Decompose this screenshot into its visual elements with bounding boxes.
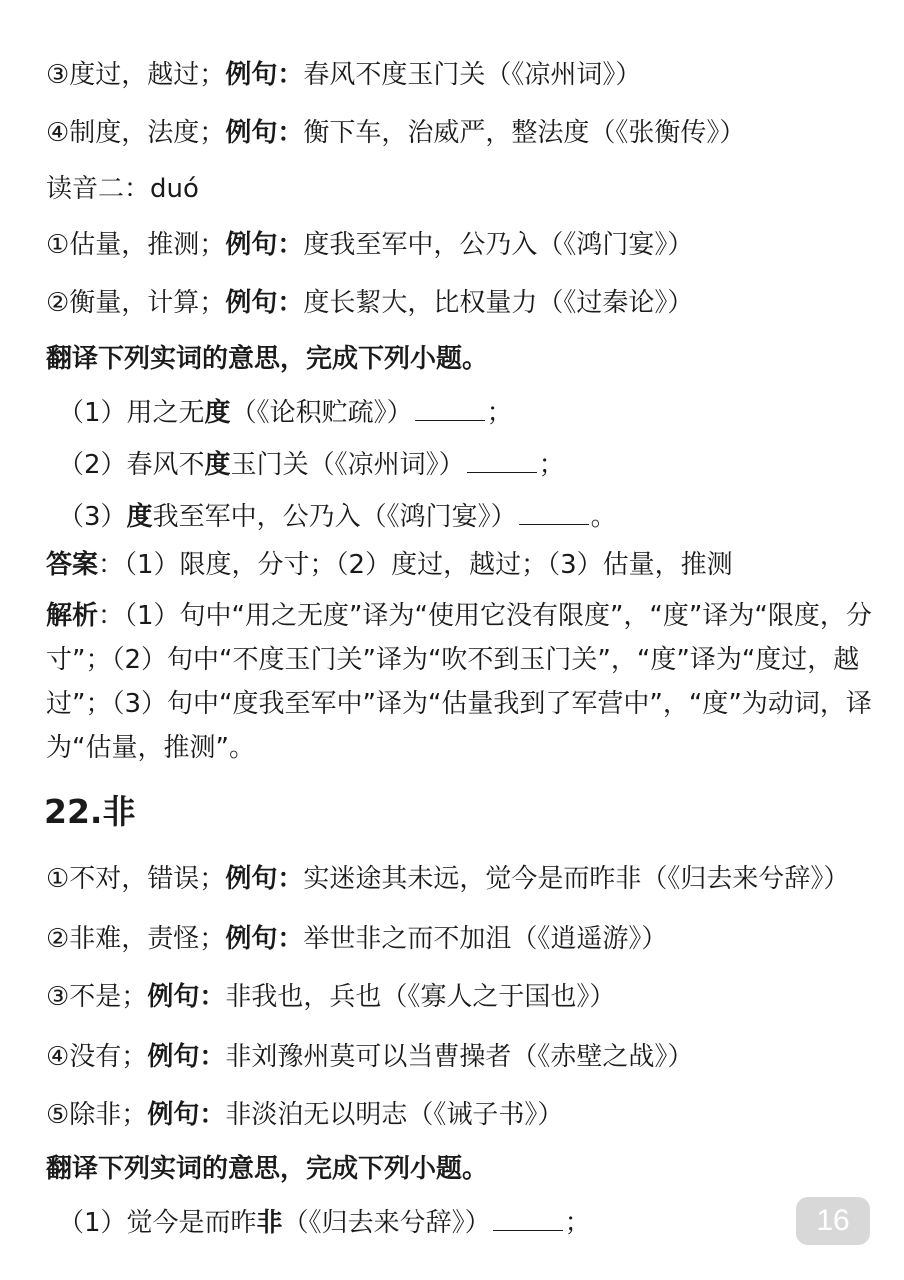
analysis-label: 解析 (46, 601, 99, 631)
sense-number: ②衡量，计算； (46, 288, 226, 318)
sense-b1 (46, 228, 896, 262)
sense-b2 (46, 286, 896, 320)
question-source: 玉门关（《凉州词》） (230, 450, 465, 480)
sense-2 (46, 922, 896, 956)
example-label: 例句： (225, 118, 304, 148)
question-end: ； (486, 398, 513, 428)
example-label: 例句： (225, 60, 304, 90)
sense-number: ①估量，推测； (46, 230, 226, 260)
sense-3 (46, 58, 896, 92)
example-label: 例句： (225, 288, 304, 318)
key-word: 度 (126, 502, 153, 532)
reading-two: 读音二：duó (46, 174, 199, 204)
analysis-text: ：（1）句中“用之无度”译为“使用它没有限度”，“度”译为“限度，分寸”；（2）句中“不度玉门关”译为“吹不到玉门关”，“度”译为“度过，越过”；（3）句中“度我至军中”译为“估量我到了军营中”，“度”为动词，译为“估量，推测”。 (46, 601, 872, 763)
answer-blank[interactable] (467, 446, 537, 473)
key-word: 度 (204, 450, 231, 480)
question-1 (58, 394, 904, 430)
question-prefix: （2）春风不 (58, 450, 205, 480)
example-label: 例句： (147, 982, 226, 1012)
example-text: 度我至军中，公乃入（《鸿门宴》） (303, 230, 694, 260)
analysis (46, 594, 876, 770)
question-prefix: （3） (58, 502, 127, 532)
sense-number: ③不是； (46, 982, 148, 1012)
example-text: 非刘豫州莫可以当曹操者（《赤壁之战》） (225, 1042, 694, 1072)
question-prefix: （1）觉今是而昨 (58, 1208, 257, 1238)
key-word: 非 (256, 1208, 283, 1238)
sense-4 (46, 1040, 896, 1074)
question-source: 我至军中，公乃入（《鸿门宴》） (152, 502, 517, 532)
sense-number: ④没有； (46, 1042, 148, 1072)
example-label: 例句： (225, 924, 304, 954)
question-end: ； (538, 450, 565, 480)
answer-blank[interactable] (493, 1204, 563, 1231)
answer-text: ：（1）限度，分寸；（2）度过，越过；（3）估量，推测 (98, 550, 733, 580)
sense-5 (46, 1098, 896, 1132)
exercise-title: 翻译下列实词的意思，完成下列小题。 (46, 1154, 489, 1184)
page-number-badge: 16 (796, 1197, 870, 1245)
question-2 (58, 446, 904, 482)
sense-number: ②非难，责怪； (46, 924, 226, 954)
example-label: 例句： (147, 1042, 226, 1072)
example-text: 春风不度玉门关（《凉州词》） (303, 60, 642, 90)
sense-number: ⑤除非； (46, 1100, 148, 1130)
key-word: 度 (204, 398, 231, 428)
section-heading: 22.非 (44, 792, 136, 831)
example-label: 例句： (225, 230, 304, 260)
example-label: 例句： (225, 864, 304, 894)
question-1 (58, 1204, 904, 1240)
example-text: 非淡泊无以明志（《诫子书》） (225, 1100, 564, 1130)
answer (46, 548, 896, 582)
sense-number: ①不对，错误； (46, 864, 226, 894)
question-source: （《论积贮疏》） (230, 398, 413, 428)
question-source: （《归去来兮辞》） (282, 1208, 491, 1238)
question-end: 。 (590, 502, 617, 532)
example-text: 实迷途其未远，觉今是而昨非（《归去来兮辞》） (303, 864, 850, 894)
answer-blank[interactable] (415, 394, 485, 421)
question-end: ； (564, 1208, 591, 1238)
question-prefix: （1）用之无 (58, 398, 205, 428)
example-text: 衡下车，治威严，整法度（《张衡传》） (303, 118, 746, 148)
sense-3 (46, 980, 896, 1014)
answer-blank[interactable] (519, 498, 589, 525)
sense-number: ③度过，越过； (46, 60, 226, 90)
sense-4 (46, 116, 896, 150)
sense-number: ④制度，法度； (46, 118, 226, 148)
sense-1 (46, 862, 896, 896)
example-label: 例句： (147, 1100, 226, 1130)
example-text: 度长絜大，比权量力（《过秦论》） (303, 288, 694, 318)
example-text: 非我也，兵也（《寡人之于国也》） (225, 982, 616, 1012)
question-3 (58, 498, 904, 534)
exercise-title: 翻译下列实词的意思，完成下列小题。 (46, 344, 489, 374)
example-text: 举世非之而不加沮（《逍遥游》） (303, 924, 668, 954)
answer-label: 答案 (46, 550, 99, 580)
